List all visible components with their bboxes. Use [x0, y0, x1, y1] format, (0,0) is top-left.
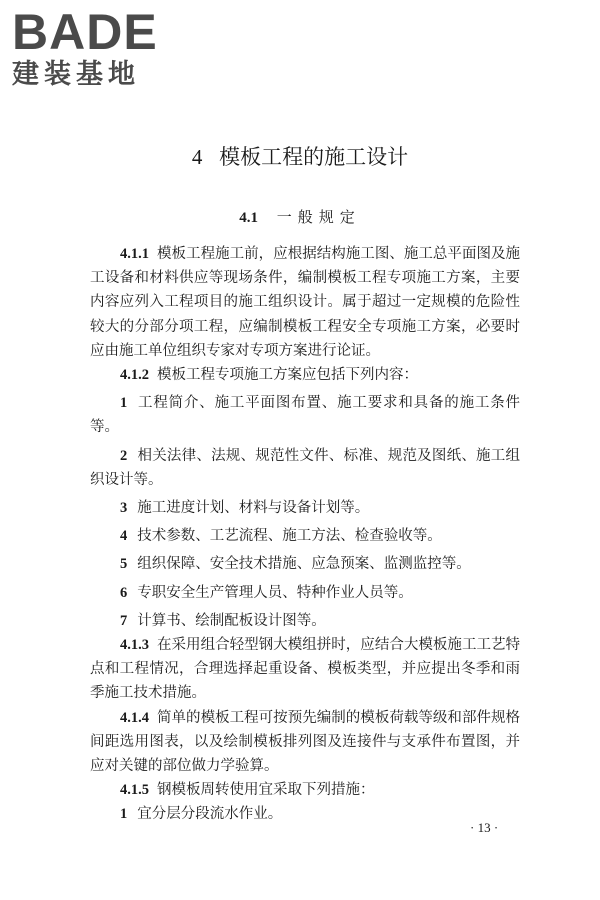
- item-text: 专职安全生产管理人员、特种作业人员等。: [137, 584, 413, 601]
- clause-text: 在采用组合轻型钢大模组拼时，应结合大模板施工工艺特点和工程情况，合理选择起重设备、模板类型，并应提出冬季和雨季施工技术措施。: [90, 637, 520, 702]
- item-text: 宜分层分段流水作业。: [137, 806, 283, 823]
- item-number: 6: [120, 584, 128, 601]
- clause-number: 4.1.2: [120, 367, 149, 384]
- chapter-title: 模板工程的施工设计: [219, 145, 409, 169]
- list-item: [90, 444, 520, 492]
- item-number: 1: [120, 806, 128, 823]
- page-number: · 13 ·: [470, 820, 499, 835]
- logo-brand: BADE: [12, 4, 158, 60]
- clause-text: 简单的模板工程可按预先编制的模板荷载等级和部件规格间距选用图表，以及绘制模板排列图及连接件与支承件布置图，并应对关键的部位做力学验算。: [90, 709, 520, 775]
- section-title: 一般规定: [276, 208, 361, 226]
- item-text: 施工进度计划、材料与设备计划等。: [137, 500, 370, 517]
- list-item: [90, 802, 520, 826]
- clause-4-1-1: [90, 242, 520, 363]
- item-number: 4: [120, 528, 128, 545]
- clause-number: 4.1.3: [120, 637, 149, 654]
- item-text: 计算书、绘制配板设计图等。: [137, 612, 326, 629]
- clause-4-1-2: [90, 363, 520, 387]
- list-item: [90, 524, 520, 548]
- item-text: 技术参数、工艺流程、施工方法、检查验收等。: [137, 528, 442, 545]
- list-item: [90, 391, 520, 439]
- item-text: 组织保障、安全技术措施、应急预案、监测监控等。: [137, 556, 471, 573]
- section-number: 4.1: [239, 210, 258, 226]
- chapter-number: 4: [191, 145, 203, 169]
- list-item: [90, 496, 520, 520]
- clause-number: 4.1.4: [120, 709, 149, 726]
- bade-logo: [12, 6, 187, 90]
- item-number: 3: [120, 500, 128, 517]
- clause-text: 模板工程专项施工方案应包括下列内容：: [157, 367, 418, 384]
- document-body: [90, 242, 520, 827]
- item-text: 工程简介、施工平面图布置、施工要求和具备的施工条件等。: [90, 395, 520, 436]
- chapter-heading: [0, 142, 600, 172]
- item-number: 2: [120, 447, 128, 464]
- list-item: [90, 609, 520, 633]
- clause-number: 4.1.1: [120, 246, 149, 262]
- clause-4-1-5: [90, 778, 520, 802]
- clause-4-1-3: [90, 633, 520, 706]
- item-number: 1: [120, 395, 128, 412]
- clause-number: 4.1.5: [120, 782, 149, 799]
- clause-4-1-4: [90, 706, 520, 779]
- item-number: 5: [120, 556, 128, 573]
- item-text: 相关法律、法规、规范性文件、标准、规范及图纸、施工组织设计等。: [90, 447, 520, 488]
- clause-text: 钢模板周转使用宜采取下列措施：: [157, 782, 375, 799]
- logo-subtitle: 建装基地: [12, 59, 140, 90]
- item-number: 7: [120, 612, 128, 629]
- clause-text: 模板工程施工前，应根据结构施工图、施工总平面图及施工设备和材料供应等现场条件，编制模板工程专项施工方案，主要内容应列入工程项目的施工组织设计。属于超过一定规模的危险性较大的分部分项工程，应编制模板工程安全专项施工方案，必要时应由施工单位组织专家对专项方案进行论证。: [90, 246, 520, 359]
- list-item: [90, 552, 520, 576]
- list-item: [90, 581, 520, 605]
- section-heading: [0, 206, 600, 229]
